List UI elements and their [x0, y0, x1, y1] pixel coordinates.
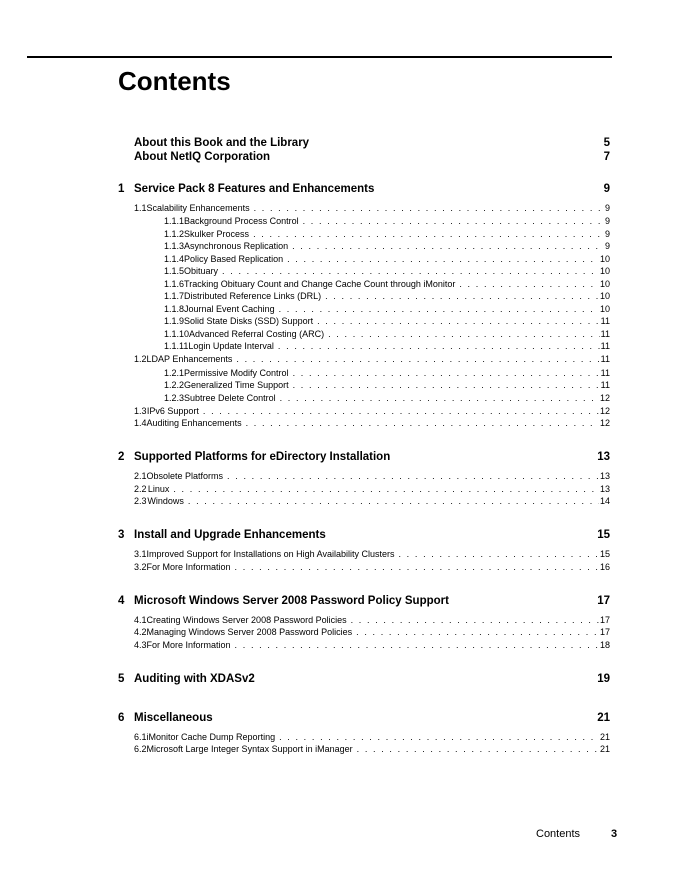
section-page: 10	[599, 291, 610, 302]
dot-leader	[278, 341, 600, 351]
section-entry[interactable]	[134, 744, 610, 754]
section-number: 1.1.4	[164, 253, 185, 264]
dot-leader	[279, 304, 599, 314]
entry-label: About NetIQ Corporation	[134, 150, 271, 163]
section-page: 14	[599, 496, 610, 507]
section-title: Skulker Process	[184, 228, 250, 239]
chapter-number: 5	[118, 672, 125, 685]
section-number: 3.2	[134, 561, 147, 572]
section-page: 9	[604, 216, 610, 227]
dot-leader	[459, 279, 599, 289]
dot-leader	[356, 627, 599, 637]
section-title: LDAP Enhancements	[146, 354, 233, 365]
section-entry[interactable]	[164, 254, 610, 264]
front-matter-entry[interactable]	[134, 151, 610, 163]
section-entry[interactable]	[164, 229, 610, 239]
section-entry[interactable]	[164, 241, 610, 251]
section-page: 11	[600, 316, 610, 327]
dot-leader	[351, 615, 599, 625]
section-page: 13	[599, 483, 610, 494]
chapter-page: 9	[603, 183, 610, 195]
chapter-number: 1	[118, 183, 125, 195]
section-title: Permissive Modify Control	[184, 367, 289, 378]
dot-leader	[235, 562, 599, 572]
section-title: Solid State Disks (SSD) Support	[184, 316, 314, 327]
section-number: 1.2	[134, 354, 147, 365]
section-page: 10	[599, 303, 610, 314]
section-entry[interactable]	[134, 732, 610, 742]
chapter-entry[interactable]	[118, 183, 610, 195]
section-page: 11	[600, 367, 610, 378]
footer-page-number: 3	[611, 828, 618, 840]
section-number: 1.1.8	[164, 303, 185, 314]
section-number: 1.1.7	[164, 291, 185, 302]
dot-leader	[328, 329, 600, 339]
section-title: Login Update Interval	[188, 341, 274, 352]
section-title: Generalized Time Support	[184, 380, 289, 391]
section-number: 6.1	[134, 731, 147, 742]
section-entry[interactable]	[134, 627, 610, 637]
section-title: Distributed Reference Links (DRL)	[184, 291, 322, 302]
section-entry[interactable]	[134, 615, 610, 625]
section-title: Linux	[147, 483, 170, 494]
section-title: iMonitor Cache Dump Reporting	[146, 731, 276, 742]
entry-label: About this Book and the Library	[134, 137, 310, 149]
section-entry[interactable]	[134, 496, 610, 506]
chapter-entry[interactable]	[118, 529, 610, 541]
section-page: 10	[599, 266, 610, 277]
section-entry[interactable]	[164, 316, 610, 326]
section-number: 1.1.11	[164, 341, 189, 352]
dot-leader	[325, 291, 599, 301]
footer-label: Contents	[536, 828, 581, 840]
section-entry[interactable]	[164, 329, 610, 339]
section-entry[interactable]	[134, 354, 610, 364]
entry-page: 7	[603, 150, 610, 163]
dot-leader	[292, 241, 604, 251]
section-entry[interactable]	[164, 266, 610, 276]
chapter-entry[interactable]	[118, 673, 610, 685]
dot-leader	[222, 266, 599, 276]
chapter-title: Auditing with XDASv2	[134, 672, 255, 685]
section-page: 9	[604, 228, 610, 239]
chapter-number: 6	[118, 711, 125, 724]
dot-leader	[293, 368, 600, 378]
front-matter-entry[interactable]	[134, 137, 610, 149]
section-entry[interactable]	[134, 406, 610, 416]
section-title: Windows	[147, 496, 184, 507]
section-page: 21	[599, 744, 610, 755]
dot-leader	[235, 640, 599, 650]
section-title: Obsolete Platforms	[146, 471, 224, 482]
section-entry[interactable]	[164, 380, 610, 390]
chapter-entry[interactable]	[118, 451, 610, 463]
section-title: Microsoft Large Integer Syntax Support in iManager	[146, 744, 353, 755]
section-page: 11	[600, 354, 610, 365]
section-number: 2.3	[134, 496, 147, 507]
section-entry[interactable]	[134, 562, 610, 572]
section-page: 13	[599, 471, 610, 482]
section-page: 11	[600, 341, 610, 352]
section-number: 1.1.2	[164, 228, 185, 239]
section-entry[interactable]	[164, 341, 610, 351]
section-title: For More Information	[146, 639, 231, 650]
section-number: 1.2.3	[164, 392, 185, 403]
dot-leader	[398, 549, 599, 559]
section-entry[interactable]	[164, 368, 610, 378]
dot-leader	[279, 732, 599, 742]
section-page: 15	[599, 549, 610, 560]
chapter-page: 17	[597, 594, 610, 607]
dot-leader	[246, 418, 599, 428]
section-entry[interactable]	[164, 216, 610, 226]
section-title: Obituary	[184, 266, 219, 277]
dot-leader	[317, 316, 600, 326]
section-number: 1.4	[134, 418, 147, 429]
dot-leader	[173, 484, 599, 494]
section-title: Journal Event Caching	[184, 303, 275, 314]
dot-leader	[236, 354, 599, 364]
entry-page: 5	[603, 137, 610, 149]
section-number: 1.1.3	[164, 241, 185, 252]
section-page: 9	[604, 241, 610, 252]
section-title: Asynchronous Replication	[184, 241, 289, 252]
section-entry[interactable]	[134, 471, 610, 481]
section-entry[interactable]	[134, 640, 610, 650]
section-entry[interactable]	[134, 203, 610, 213]
dot-leader	[188, 496, 599, 506]
chapter-number: 2	[118, 451, 125, 464]
chapter-entry[interactable]	[118, 595, 610, 607]
section-title: Advanced Referral Costing (ARC)	[189, 328, 325, 339]
chapter-title: Miscellaneous	[134, 711, 213, 724]
section-number: 1.3	[134, 405, 147, 416]
dot-leader	[280, 393, 599, 403]
section-entry[interactable]	[134, 549, 610, 559]
section-title: Creating Windows Server 2008 Password Policies	[146, 614, 347, 625]
chapter-page: 13	[597, 451, 610, 464]
section-number: 1.1.5	[164, 266, 185, 277]
dot-leader	[203, 406, 599, 416]
section-number: 1.1.6	[164, 278, 185, 289]
chapter-title: Install and Upgrade Enhancements	[134, 529, 326, 542]
section-page: 16	[599, 561, 610, 572]
section-number: 4.1	[134, 614, 147, 625]
section-page: 10	[599, 253, 610, 264]
chapter-title: Service Pack 8 Features and Enhancements	[134, 183, 375, 195]
section-number: 4.3	[134, 639, 147, 650]
section-entry[interactable]	[164, 291, 610, 301]
section-title: Tracking Obituary Count and Change Cache Count through iMonitor	[184, 278, 456, 289]
dot-leader	[357, 744, 599, 754]
chapter-number: 4	[118, 594, 125, 607]
section-number: 1.1.1	[164, 216, 185, 227]
dot-leader	[227, 471, 599, 481]
section-title: IPv6 Support	[146, 405, 199, 416]
section-title: Subtree Delete Control	[184, 392, 276, 403]
section-page: 18	[599, 639, 610, 650]
chapter-entry[interactable]	[118, 712, 610, 724]
section-page: 12	[599, 418, 610, 429]
section-entry[interactable]	[164, 304, 610, 314]
section-entry[interactable]	[164, 393, 610, 403]
section-page: 17	[599, 627, 610, 638]
section-page: 11	[600, 328, 610, 339]
section-entry[interactable]	[134, 484, 610, 494]
chapter-title: Microsoft Windows Server 2008 Password Policy Support	[134, 594, 449, 607]
section-entry[interactable]	[134, 418, 610, 428]
dot-leader	[253, 229, 604, 239]
section-title: Improved Support for Installations on High Availability Clusters	[146, 549, 395, 560]
section-number: 6.2	[134, 744, 147, 755]
chapter-number: 3	[118, 529, 125, 542]
chapter-page: 21	[597, 711, 610, 724]
section-number: 3.1	[134, 549, 147, 560]
chapter-page: 19	[597, 672, 610, 685]
section-title: Background Process Control	[184, 216, 299, 227]
section-title: Managing Windows Server 2008 Password Policies	[146, 627, 353, 638]
section-number: 1.2.1	[164, 367, 185, 378]
section-page: 9	[604, 203, 610, 213]
dot-leader	[287, 254, 599, 264]
section-page: 21	[599, 731, 610, 742]
section-page: 10	[599, 278, 610, 289]
chapter-page: 15	[597, 529, 610, 542]
section-entry[interactable]	[164, 279, 610, 289]
section-page: 11	[600, 380, 610, 391]
dot-leader	[254, 203, 604, 213]
section-number: 2.2	[134, 483, 147, 494]
section-title: Policy Based Replication	[184, 253, 284, 264]
section-page: 12	[599, 405, 610, 416]
section-number: 1.1.10	[164, 328, 190, 339]
dot-leader	[293, 380, 600, 390]
section-number: 1.1	[134, 203, 147, 213]
section-title: For More Information	[146, 561, 231, 572]
section-number: 1.2.2	[164, 380, 185, 391]
chapter-title: Supported Platforms for eDirectory Installation	[134, 451, 391, 464]
section-page: 17	[599, 614, 610, 625]
section-number: 1.1.9	[164, 316, 185, 327]
section-number: 4.2	[134, 627, 147, 638]
section-page: 12	[599, 392, 610, 403]
page-title: Contents	[118, 66, 231, 96]
section-number: 2.1	[134, 471, 147, 482]
section-title: Scalability Enhancements	[146, 203, 250, 213]
section-title: Auditing Enhancements	[146, 418, 242, 429]
dot-leader	[303, 216, 604, 226]
